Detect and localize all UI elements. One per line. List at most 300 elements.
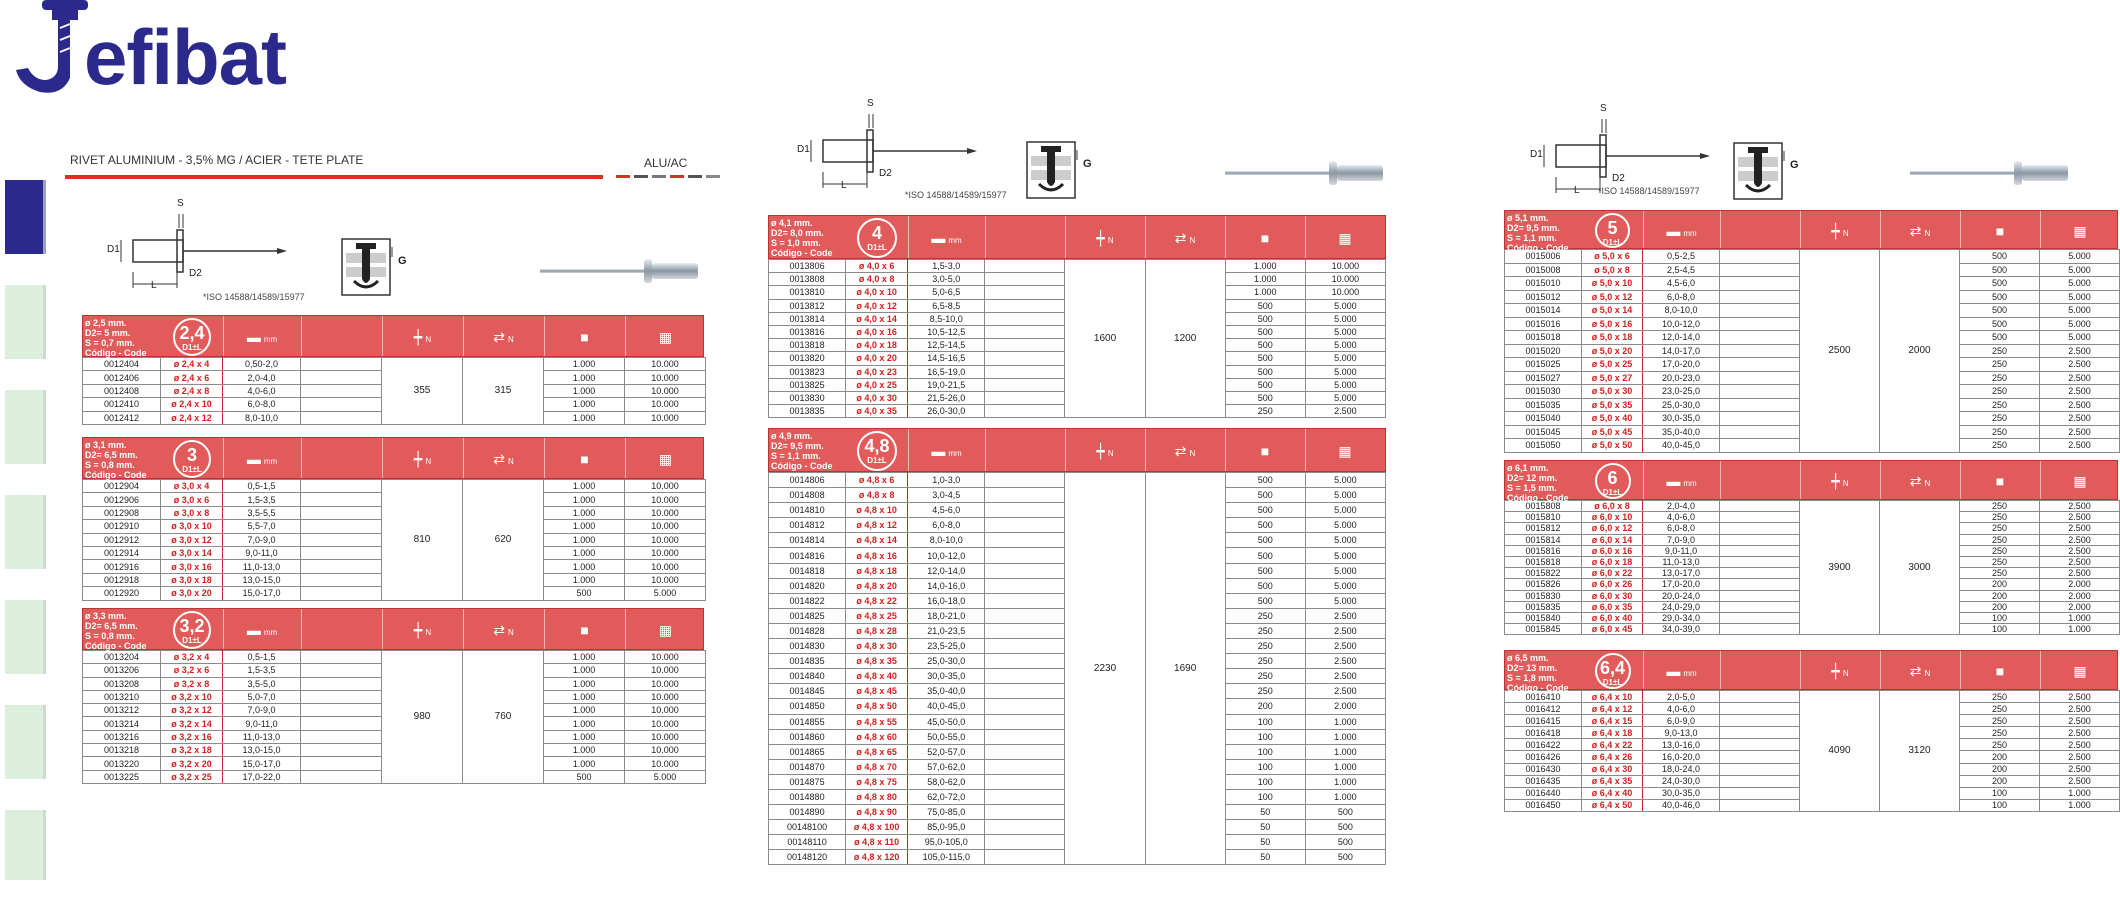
grip-range-icon: ▬ mm <box>931 443 962 459</box>
empty-cell <box>301 411 382 424</box>
grip-range-cell: 13,0-15,0 <box>223 573 301 586</box>
unit-label: N <box>1842 479 1849 488</box>
grip-range-cell: 30,0-35,0 <box>908 669 985 684</box>
size-cell: ø 4,0 x 23 <box>846 365 908 378</box>
grip-range-cell: 7,0-9,0 <box>223 533 301 546</box>
grip-range-icon: ▬ mm <box>1666 663 1697 679</box>
grip-range-cell: 3,0-5,0 <box>908 273 985 286</box>
size-cell: ø 5,0 x 14 <box>1582 304 1643 318</box>
carton-qty-cell: 5.000 <box>2040 290 2120 304</box>
empty-cell <box>985 286 1065 299</box>
side-tab-4[interactable] <box>5 495 46 569</box>
box-qty-cell: 250 <box>1225 684 1305 699</box>
size-cell: ø 5,0 x 16 <box>1582 317 1643 331</box>
box-qty-cell: 500 <box>1960 250 2040 264</box>
diameter-value: 6 <box>1607 468 1618 488</box>
diameter-value: 4 <box>871 223 882 243</box>
empty-cell <box>1720 512 1800 523</box>
box-qty-cell: 1.000 <box>544 533 625 546</box>
grip-range-icon: ▬ mm <box>246 329 278 345</box>
box-qty-cell: 1.000 <box>544 493 625 506</box>
grip-range-cell: 15,0-17,0 <box>223 587 301 600</box>
grip-range-cell: 24,0-29,0 <box>1643 601 1720 612</box>
label-d1: D1 <box>107 244 120 255</box>
spec-text <box>1507 463 1569 503</box>
code-cell: 0013216 <box>83 730 161 743</box>
carton-qty-cell: 5.000 <box>1305 548 1385 563</box>
size-cell: ø 4,8 x 60 <box>846 729 908 744</box>
code-cell: 0015027 <box>1505 371 1582 385</box>
side-tab-rivets[interactable] <box>5 180 46 254</box>
box-qty-cell: 500 <box>1225 533 1305 548</box>
size-cell: ø 5,0 x 45 <box>1582 425 1643 439</box>
size-cell: ø 3,2 x 25 <box>161 770 223 783</box>
code-cell: 0012906 <box>83 493 161 506</box>
code-cell: 0015818 <box>1505 556 1582 567</box>
diameter-badge <box>173 318 211 356</box>
code-cell: 0014822 <box>769 593 846 608</box>
empty-cell <box>985 669 1065 684</box>
grip-range-cell: 0,5-1,5 <box>223 651 301 664</box>
grip-range-cell: 35,0-40,0 <box>1643 425 1720 439</box>
spec-text <box>85 318 147 358</box>
size-cell: ø 4,0 x 20 <box>846 352 908 365</box>
carton-qty-cell: 2.500 <box>2040 703 2120 715</box>
empty-cell <box>301 704 382 717</box>
table-header <box>1504 650 2118 693</box>
empty-cell <box>985 391 1065 404</box>
grip-range-cell: 10,5-12,5 <box>908 325 985 338</box>
code-cell: 0012918 <box>83 573 161 586</box>
unit-label: N <box>425 457 432 466</box>
grip-range-cell: 95,0-105,0 <box>908 835 985 850</box>
tensile-force-icon: ⇄ N <box>1909 473 1931 489</box>
tensile-force-icon: ⇄ N <box>493 451 514 467</box>
empty-cell <box>985 744 1065 759</box>
size-cell: ø 5,0 x 12 <box>1582 290 1643 304</box>
box-icon: ■ <box>1995 222 2005 239</box>
diameter-badge <box>857 218 897 258</box>
carton-qty-cell: 2.500 <box>2040 412 2120 426</box>
empty-cell <box>985 260 1065 273</box>
empty-cell <box>985 378 1065 391</box>
grip-range-cell: 5,0-6,5 <box>908 286 985 299</box>
grip-range-cell: 40,0-45,0 <box>908 699 985 714</box>
grip-range-cell: 30,0-35,0 <box>1643 412 1720 426</box>
empty-cell <box>1720 385 1800 399</box>
grip-range-cell: 17,0-20,0 <box>1643 579 1720 590</box>
box-qty-cell: 1.000 <box>544 573 625 586</box>
carton-qty-cell: 2.500 <box>2040 739 2120 751</box>
grip-range-cell: 18,0-21,0 <box>908 608 985 623</box>
spec-line: ø 4,9 mm. <box>771 431 813 441</box>
carton-qty-cell: 5.000 <box>1305 299 1385 312</box>
color-dash <box>652 175 666 178</box>
code-cell: 0015014 <box>1505 304 1582 318</box>
spec-line: D2= 5 mm. <box>85 328 131 338</box>
empty-cell <box>1720 317 1800 331</box>
code-cell: 0014814 <box>769 533 846 548</box>
table-header <box>1504 210 2118 253</box>
grip-range-cell: 9,0-11,0 <box>1643 545 1720 556</box>
box-qty-cell: 500 <box>1960 290 2040 304</box>
size-cell: ø 3,0 x 8 <box>161 506 223 519</box>
carton-qty-cell: 5.000 <box>625 587 706 600</box>
spec-line: ø 6,5 mm. <box>1507 653 1549 663</box>
size-cell: ø 5,0 x 6 <box>1582 250 1643 264</box>
box-qty-cell: 100 <box>1960 612 2040 623</box>
box-qty-cell: 50 <box>1225 835 1305 850</box>
iso-note: *ISO 14588/14589/15977 <box>203 292 305 302</box>
size-cell: ø 4,8 x 16 <box>846 548 908 563</box>
code-cell: 0015035 <box>1505 398 1582 412</box>
box-qty-cell: 200 <box>1960 763 2040 775</box>
carton-qty-cell: 5.000 <box>625 770 706 783</box>
size-cell: ø 4,0 x 14 <box>846 312 908 325</box>
empty-cell <box>985 488 1065 503</box>
code-cell: 0015018 <box>1505 331 1582 345</box>
code-cell: 0012914 <box>83 546 161 559</box>
grip-range-cell: 85,0-95,0 <box>908 820 985 835</box>
empty-cell <box>1720 787 1800 799</box>
box-qty-cell: 200 <box>1225 699 1305 714</box>
size-cell: ø 6,0 x 26 <box>1582 579 1643 590</box>
code-cell: 0016410 <box>1505 691 1582 703</box>
grip-range-cell: 23,5-25,0 <box>908 639 985 654</box>
size-cell: ø 3,0 x 18 <box>161 573 223 586</box>
carton-qty-cell: 10.000 <box>625 480 706 493</box>
box-qty-cell: 1.000 <box>544 506 625 519</box>
rivet-photo <box>1225 160 1385 186</box>
size-cell: ø 4,0 x 25 <box>846 378 908 391</box>
grip-range-cell: 4,0-6,0 <box>1643 512 1720 523</box>
table-row[interactable] <box>83 651 706 664</box>
code-cell: 0013206 <box>83 664 161 677</box>
grip-range-cell: 30,0-35,0 <box>1643 787 1720 799</box>
box-qty-cell: 50 <box>1225 805 1305 820</box>
code-cell: 0014828 <box>769 623 846 638</box>
box-qty-cell: 500 <box>1225 473 1305 488</box>
box-qty-cell: 500 <box>1960 263 2040 277</box>
diameter-value: 5 <box>1607 218 1618 238</box>
diameter-value: 3 <box>186 445 197 465</box>
box-qty-cell: 250 <box>1960 556 2040 567</box>
grip-range-cell: 13,0-15,0 <box>223 744 301 757</box>
shear-force-icon: ┿ N <box>413 451 432 467</box>
header-divider <box>985 216 986 258</box>
grip-range-cell: 4,5-6,0 <box>908 503 985 518</box>
code-cell: 0013835 <box>769 405 846 418</box>
empty-cell <box>1720 556 1800 567</box>
code-cell: 0014825 <box>769 608 846 623</box>
grip-range-cell: 50,0-55,0 <box>908 729 985 744</box>
grip-range-cell: 6,0-8,0 <box>1643 290 1720 304</box>
grip-range-cell: 45,0-50,0 <box>908 714 985 729</box>
size-cell: ø 4,0 x 30 <box>846 391 908 404</box>
size-cell: ø 3,2 x 4 <box>161 651 223 664</box>
shear-value: 3900 <box>1800 501 1880 635</box>
color-dash <box>688 175 702 178</box>
grip-range-cell: 40,0-46,0 <box>1643 799 1720 811</box>
grip-range-cell: 24,0-30,0 <box>1643 775 1720 787</box>
empty-cell <box>1720 715 1800 727</box>
box-qty-cell: 500 <box>544 770 625 783</box>
code-cell: 0012410 <box>83 398 161 411</box>
grip-range-cell: 25,0-30,0 <box>908 654 985 669</box>
size-cell: ø 4,8 x 90 <box>846 805 908 820</box>
carton-qty-cell: 1.000 <box>2040 787 2120 799</box>
empty-cell <box>301 520 382 533</box>
grip-range-cell: 6,5-8,5 <box>908 299 985 312</box>
label-d2: D2 <box>189 268 202 279</box>
grip-range-cell: 62,0-72,0 <box>908 789 985 804</box>
table-row[interactable] <box>769 260 1386 273</box>
code-cell: 0013225 <box>83 770 161 783</box>
code-cell: 0013218 <box>83 744 161 757</box>
empty-cell <box>1720 751 1800 763</box>
size-cell: ø 6,0 x 14 <box>1582 534 1643 545</box>
code-cell: 0016418 <box>1505 727 1582 739</box>
tensile-value: 1690 <box>1145 473 1225 865</box>
carton-qty-cell: 10.000 <box>625 493 706 506</box>
carton-qty-cell: 2.500 <box>1305 669 1385 684</box>
code-cell: 0012912 <box>83 533 161 546</box>
code-cell: 0014890 <box>769 805 846 820</box>
size-cell: ø 4,8 x 120 <box>846 850 908 865</box>
box-qty-cell: 500 <box>1225 312 1305 325</box>
carton-qty-cell: 5.000 <box>1305 563 1385 578</box>
side-tab-7[interactable] <box>5 810 46 880</box>
rivet-table-block <box>82 608 704 784</box>
carton-qty-cell: 5.000 <box>1305 533 1385 548</box>
empty-cell <box>1720 534 1800 545</box>
cross-section-icon <box>340 237 410 297</box>
spec-text <box>1507 653 1569 693</box>
size-cell: ø 4,8 x 80 <box>846 789 908 804</box>
size-cell: ø 3,0 x 20 <box>161 587 223 600</box>
box-qty-cell: 1.000 <box>544 546 625 559</box>
box-qty-cell: 50 <box>1225 820 1305 835</box>
code-cell: 0015822 <box>1505 568 1582 579</box>
carton-qty-cell: 5.000 <box>1305 325 1385 338</box>
size-cell: ø 5,0 x 40 <box>1582 412 1643 426</box>
box-qty-cell: 100 <box>1960 787 2040 799</box>
empty-cell <box>1720 304 1800 318</box>
diameter-sub: D1±L <box>1602 678 1623 687</box>
unit-label: mm <box>948 236 962 245</box>
section-title: RIVET ALUMINIUM - 3,5% MG / ACIER - TETE PLATE <box>70 153 364 167</box>
diameter-badge <box>1595 213 1630 248</box>
empty-cell <box>301 573 382 586</box>
size-cell: ø 2,4 x 6 <box>161 371 223 384</box>
diameter-sub: D1±L <box>1602 488 1623 497</box>
table-row[interactable] <box>1505 501 2120 512</box>
code-cell: 0014850 <box>769 699 846 714</box>
carton-qty-cell: 1.000 <box>1305 774 1385 789</box>
grip-range-cell: 8,5-10,0 <box>908 312 985 325</box>
carton-qty-cell: 5.000 <box>1305 578 1385 593</box>
box-qty-cell: 250 <box>1960 523 2040 534</box>
box-qty-cell: 250 <box>1225 639 1305 654</box>
unit-label: mm <box>263 457 278 466</box>
box-qty-cell: 500 <box>1225 548 1305 563</box>
carton-qty-cell: 2.500 <box>1305 654 1385 669</box>
label-g: G <box>1083 158 1092 170</box>
carton-qty-cell: 2.500 <box>2040 556 2120 567</box>
box-qty-cell: 1.000 <box>544 358 625 371</box>
size-cell: ø 6,0 x 8 <box>1582 501 1643 512</box>
label-s: S <box>867 98 874 109</box>
rivet-table <box>82 650 706 784</box>
diameter-badge <box>173 440 211 478</box>
grip-range-cell: 17,0-20,0 <box>1643 358 1720 372</box>
grip-range-cell: 13,0-17,0 <box>1643 568 1720 579</box>
size-cell: ø 6,4 x 18 <box>1582 727 1643 739</box>
code-cell: 0012412 <box>83 411 161 424</box>
cross-section-icon <box>1025 140 1095 200</box>
spec-line: S = 0,7 mm. <box>85 338 135 348</box>
carton-qty-cell: 10.000 <box>625 730 706 743</box>
grip-range-cell: 6,0-8,0 <box>908 518 985 533</box>
rivet-table <box>1504 690 2120 812</box>
carton-qty-cell: 10.000 <box>625 651 706 664</box>
rivet-photo <box>1910 160 2070 186</box>
size-cell: ø 5,0 x 18 <box>1582 331 1643 345</box>
label-d2: D2 <box>1612 173 1625 184</box>
side-tab-5[interactable] <box>5 600 46 674</box>
unit-label: N <box>425 335 432 344</box>
grip-range-cell: 14,5-16,5 <box>908 352 985 365</box>
box-qty-cell: 500 <box>1225 518 1305 533</box>
size-cell: ø 6,0 x 40 <box>1582 612 1643 623</box>
table-row[interactable] <box>1505 691 2120 703</box>
size-cell: ø 4,0 x 8 <box>846 273 908 286</box>
box-qty-cell: 1.000 <box>544 371 625 384</box>
box-qty-cell: 250 <box>1960 715 2040 727</box>
box-qty-cell: 250 <box>1960 691 2040 703</box>
unit-label: mm <box>948 449 962 458</box>
empty-cell <box>985 548 1065 563</box>
size-cell: ø 6,4 x 30 <box>1582 763 1643 775</box>
code-cell: 0014830 <box>769 639 846 654</box>
box-qty-cell: 1.000 <box>544 757 625 770</box>
grip-range-icon: ▬ mm <box>931 230 962 246</box>
code-cell: 0014816 <box>769 548 846 563</box>
side-tab-6[interactable] <box>5 705 46 779</box>
table-row[interactable] <box>83 480 706 493</box>
table-row[interactable] <box>1505 250 2120 264</box>
carton-qty-cell: 1.000 <box>1305 789 1385 804</box>
carton-qty-cell: 10.000 <box>625 664 706 677</box>
empty-cell <box>985 299 1065 312</box>
color-dash <box>670 175 684 178</box>
carton-qty-cell: 10.000 <box>1305 286 1385 299</box>
grip-range-icon: ▬ mm <box>1666 222 1697 239</box>
empty-cell <box>985 593 1065 608</box>
spec-line: ø 6,1 mm. <box>1507 463 1549 473</box>
iso-note: *ISO 14588/14589/15977 <box>905 190 1007 200</box>
empty-cell <box>301 651 382 664</box>
empty-cell <box>1720 290 1800 304</box>
empty-cell <box>301 757 382 770</box>
table-header <box>82 437 704 479</box>
material-label: ALU/AC <box>644 156 688 170</box>
size-cell: ø 4,8 x 18 <box>846 563 908 578</box>
code-cell: 0015835 <box>1505 601 1582 612</box>
box-icon: ■ <box>1995 473 2005 489</box>
empty-cell <box>1720 601 1800 612</box>
spec-line: Código - Code <box>1507 683 1569 693</box>
code-cell: 0015830 <box>1505 590 1582 601</box>
carton-qty-cell: 10.000 <box>625 573 706 586</box>
code-cell: 0013214 <box>83 717 161 730</box>
box-qty-cell: 250 <box>1960 534 2040 545</box>
size-cell: ø 5,0 x 20 <box>1582 344 1643 358</box>
tensile-value: 1200 <box>1145 260 1225 418</box>
grip-range-cell: 58,0-62,0 <box>908 774 985 789</box>
carton-qty-cell: 10.000 <box>625 358 706 371</box>
code-cell: 0015012 <box>1505 290 1582 304</box>
code-cell: 0016450 <box>1505 799 1582 811</box>
table-row[interactable] <box>769 473 1386 488</box>
box-qty-cell: 500 <box>1225 325 1305 338</box>
brand-logo <box>12 0 342 100</box>
table-header <box>768 215 1386 259</box>
box-qty-cell: 100 <box>1225 714 1305 729</box>
code-cell: 0013806 <box>769 260 846 273</box>
empty-cell <box>1720 263 1800 277</box>
empty-cell <box>1720 371 1800 385</box>
code-cell: 0013814 <box>769 312 846 325</box>
spec-line: ø 5,1 mm. <box>1507 213 1549 223</box>
code-cell: 0012908 <box>83 506 161 519</box>
side-tab-2[interactable] <box>5 285 46 359</box>
carton-qty-cell: 10.000 <box>1305 273 1385 286</box>
box-qty-cell: 100 <box>1225 759 1305 774</box>
diameter-value: 4,8 <box>864 436 890 456</box>
rivet-table <box>1504 249 2120 453</box>
size-cell: ø 6,0 x 35 <box>1582 601 1643 612</box>
empty-cell <box>1720 691 1800 703</box>
box-qty-cell: 1.000 <box>544 744 625 757</box>
empty-cell <box>1720 739 1800 751</box>
unit-label: N <box>425 628 432 637</box>
spec-line: Código - Code <box>1507 243 1569 253</box>
spec-line: D2= 6,5 mm. <box>85 450 138 460</box>
code-cell: 0015050 <box>1505 439 1582 453</box>
grip-range-cell: 2,0-4,0 <box>223 371 301 384</box>
code-cell: 0012910 <box>83 520 161 533</box>
label-l: L <box>151 280 157 291</box>
cross-section-icon <box>1732 141 1802 201</box>
spec-line: S = 1,1 mm. <box>771 451 821 461</box>
table-row[interactable] <box>83 358 706 371</box>
empty-cell <box>301 506 382 519</box>
grip-range-cell: 12,0-14,0 <box>1643 331 1720 345</box>
side-tab-3[interactable] <box>5 390 46 464</box>
empty-cell <box>1720 425 1800 439</box>
box-qty-cell: 250 <box>1960 398 2040 412</box>
rivet-table-block <box>82 437 704 601</box>
box-icon: ■ <box>580 329 589 345</box>
empty-cell <box>301 384 382 397</box>
grip-range-cell: 4,0-6,0 <box>223 384 301 397</box>
empty-cell <box>301 664 382 677</box>
grip-range-cell: 1,5-3,5 <box>223 493 301 506</box>
size-cell: ø 3,2 x 16 <box>161 730 223 743</box>
tensile-force-icon: ⇄ N <box>1909 663 1931 679</box>
box-qty-cell: 250 <box>1960 358 2040 372</box>
